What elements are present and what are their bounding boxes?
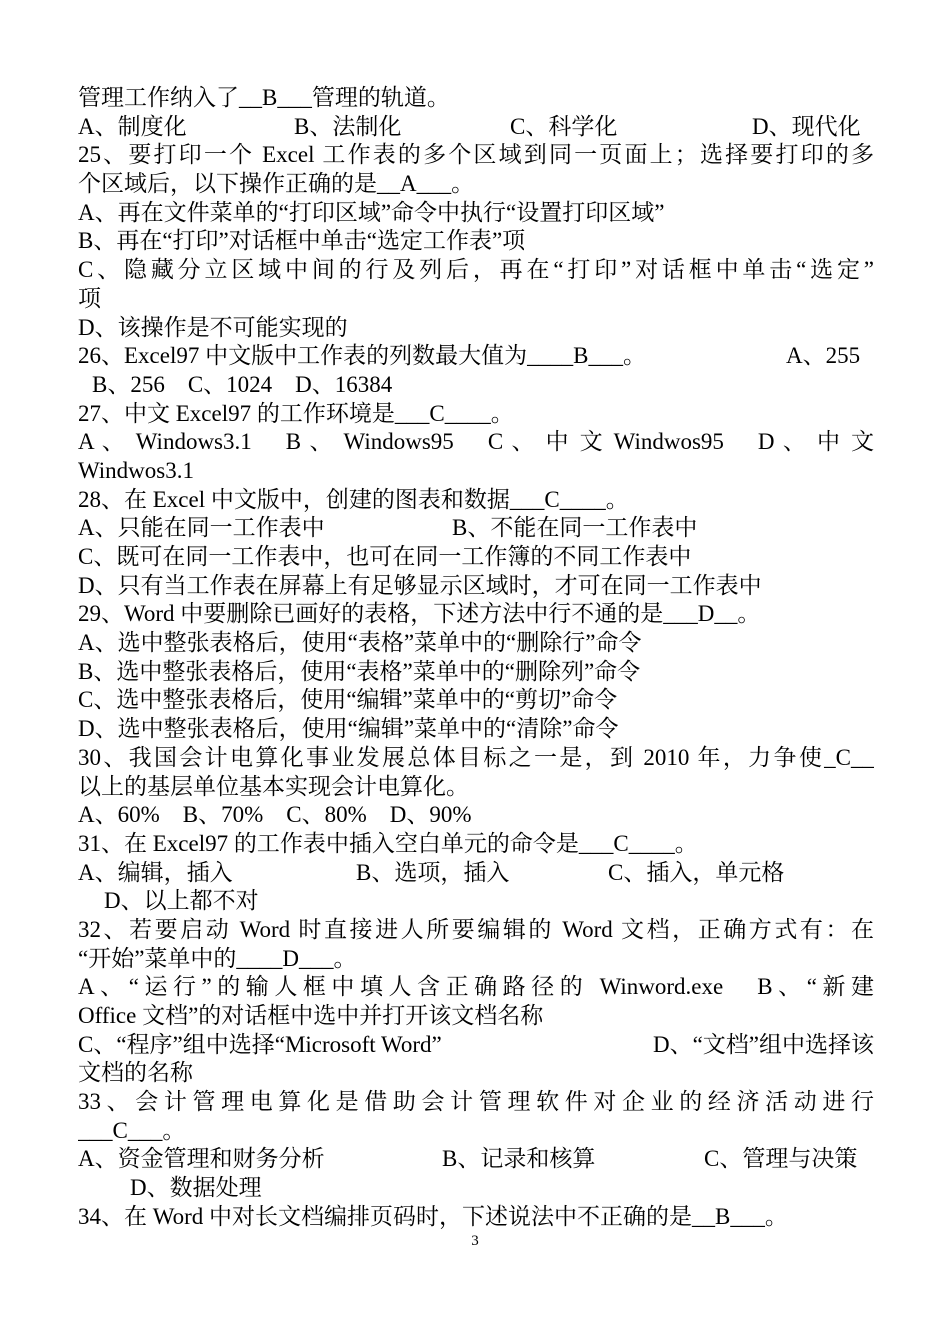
q27-stem: 27、中文 Excel97 的工作环境是___C____。 bbox=[78, 400, 514, 426]
q24-options bbox=[78, 113, 874, 142]
q26-option-a: A、255 bbox=[786, 343, 861, 369]
q33-stem: 33、会计管理电算化是借助会计管理软件对企业的经济活动进行 bbox=[78, 1089, 874, 1115]
q33-option-d: D、数据处理 bbox=[130, 1175, 262, 1201]
q28-stem: 28、在 Excel 中文版中，创建的图表和数据___C____。 bbox=[78, 486, 629, 512]
q29-option-c: C、选中整张表格后，使用“编辑”菜单中的“剪切”命令 bbox=[78, 687, 618, 713]
q32-option-b-cont: Office 文档”的对话框中选中并打开该文档名称 bbox=[78, 1003, 544, 1028]
q28-option-a: A、只能在同一工作表中 bbox=[78, 515, 325, 541]
q25-option-c-cont: 项 bbox=[78, 285, 101, 311]
q25-option-d: D、该操作是不可能实现的 bbox=[78, 314, 348, 340]
q32-stem-cont: “开始”菜单中的____D___。 bbox=[78, 945, 357, 971]
q26-question: 26、Excel97 中文版中工作表的列数最大值为____B___。 bbox=[78, 343, 646, 369]
q32-option-d: D、“文档”组中选择该 bbox=[652, 1031, 874, 1057]
q25-option-b: B、再在“打印”对话框中单击“选定工作表”项 bbox=[78, 228, 526, 254]
q31-stem: 31、在 Excel97 的工作表中插入空白单元的命令是___C____。 bbox=[78, 830, 698, 856]
q29-option-b: B、选中整张表格后，使用“表格”菜单中的“删除列”命令 bbox=[78, 658, 641, 684]
q31-option-d: D、以上都不对 bbox=[104, 888, 259, 914]
q29-stem: 29、Word 中要删除已画好的表格，下述方法中行不通的是___D__。 bbox=[78, 601, 761, 627]
q29-option-a: A、选中整张表格后，使用“表格”菜单中的“删除行”命令 bbox=[78, 630, 642, 656]
q27-options: A 、 Windows3.1 B 、 Windows95 C 、 中 文 Windwos95 D 、 中 文 bbox=[78, 429, 874, 455]
q24-stem-end: 管理工作纳入了__B___管理的轨道。 bbox=[78, 85, 450, 110]
q26-stem bbox=[78, 342, 874, 371]
q32-options-ab: A、“运行”的输人框中填人含正确路径的 Winword.exe B、“新建 bbox=[78, 974, 874, 1000]
page-number: 3 bbox=[471, 1233, 479, 1249]
q28-option-d: D、只有当工作表在屏幕上有足够显示区域时，才可在同一工作表中 bbox=[78, 572, 762, 598]
q28-option-b: B、不能在同一工作表中 bbox=[452, 515, 698, 541]
q31-options-abc bbox=[78, 859, 874, 888]
page-body bbox=[78, 84, 874, 1232]
q30-stem-cont: 以上的基层单位基本实现会计电算化。 bbox=[78, 773, 469, 799]
q25-option-c: C、隐藏分立区域中间的行及列后，再在“打印”对话框中单击“选定” bbox=[78, 257, 874, 283]
q32-options-cd bbox=[78, 1031, 874, 1060]
q24-option-c: C、科学化 bbox=[510, 113, 618, 139]
q30-stem: 30、我国会计电算化事业发展总体目标之一是，到 2010 年，力争使_C__ bbox=[78, 744, 874, 770]
q31-option-c: C、插入，单元格 bbox=[608, 859, 785, 885]
q32-option-d-cont: 文档的名称 bbox=[78, 1060, 193, 1086]
q34-stem: 34、在 Word 中对长文档编排页码时，下述说法中不正确的是__B___。 bbox=[78, 1203, 788, 1229]
q28-options-ab bbox=[78, 514, 874, 543]
q30-options: A、60% B、70% C、80% D、90% bbox=[78, 802, 472, 828]
q25-option-a: A、再在文件菜单的“打印区域”命令中执行“设置打印区域” bbox=[78, 199, 665, 225]
q32-option-c: C、“程序”组中选择“Microsoft Word” bbox=[78, 1031, 442, 1057]
q32-stem: 32、若要启动 Word 时直接进人所要编辑的 Word 文档，正确方式有：在 bbox=[78, 916, 874, 942]
q25-stem: 25、要打印一个 Excel 工作表的多个区域到同一页面上；选择要打印的多 bbox=[78, 142, 874, 168]
q27-options-cont: Windwos3.1 bbox=[78, 457, 194, 483]
q29-option-d: D、选中整张表格后，使用“编辑”菜单中的“清除”命令 bbox=[78, 716, 619, 742]
q33-option-c: C、管理与决策 bbox=[704, 1146, 858, 1172]
q33-option-b: B、记录和核算 bbox=[442, 1146, 596, 1172]
q28-option-c: C、既可在同一工作表中，也可在同一工作簿的不同工作表中 bbox=[78, 544, 692, 569]
q33-stem-cont: ___C___。 bbox=[78, 1117, 186, 1143]
q25-stem-cont: 个区域后，以下操作正确的是__A___。 bbox=[78, 171, 475, 197]
q24-option-d: D、现代化 bbox=[752, 113, 861, 139]
q26-options: B、256 C、1024 D、16384 bbox=[92, 371, 393, 397]
q24-option-b: B、法制化 bbox=[294, 113, 402, 139]
q33-option-a: A、资金管理和财务分析 bbox=[78, 1146, 325, 1172]
q33-options-abc bbox=[78, 1145, 874, 1174]
q31-option-b: B、选项，插入 bbox=[356, 859, 510, 885]
q24-option-a: A、制度化 bbox=[78, 113, 187, 139]
q31-option-a: A、编辑，插入 bbox=[78, 859, 233, 885]
